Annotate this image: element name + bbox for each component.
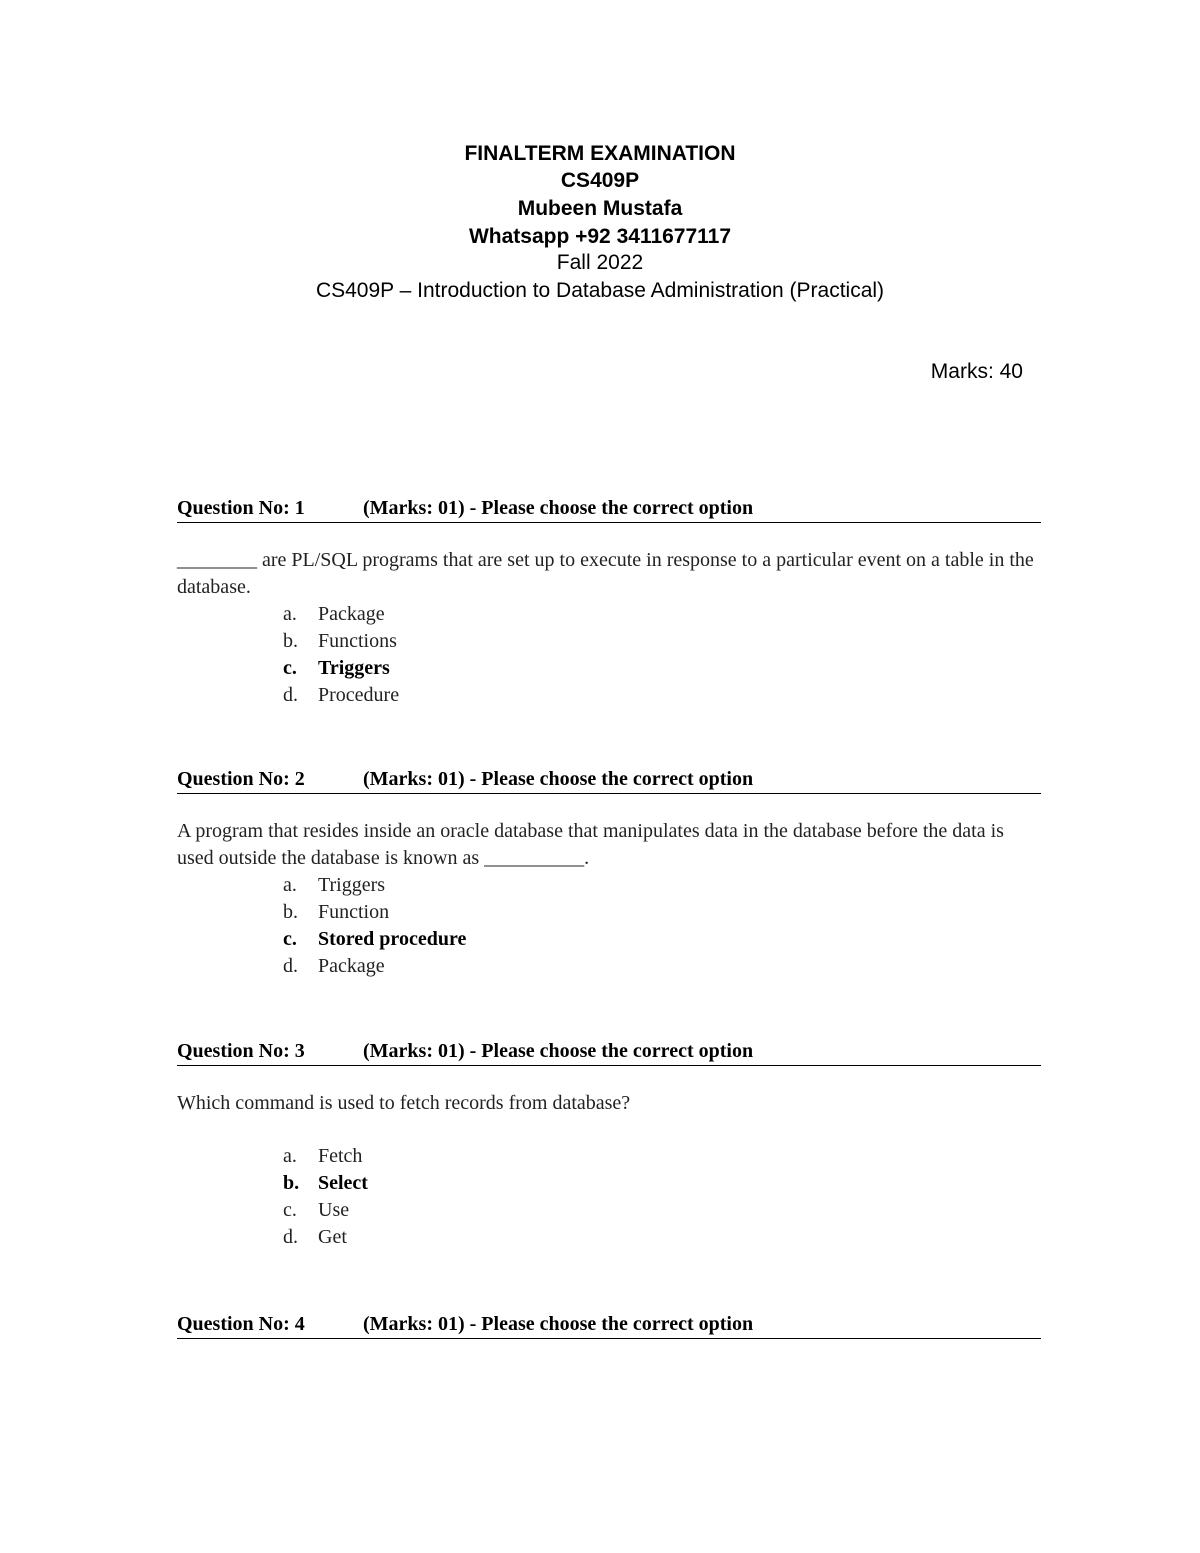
option-text: Triggers (318, 874, 386, 896)
option-text: Function (318, 901, 390, 923)
option-text: Fetch (318, 1145, 363, 1167)
option-letter: c. (283, 928, 297, 950)
term: Fall 2022 (556, 251, 644, 274)
question-number: Question No: 4 (177, 1313, 305, 1335)
question-block (177, 496, 1041, 709)
question-marks: (Marks: 01) - Please choose the correct option (363, 1040, 754, 1062)
option-text: Use (318, 1199, 350, 1221)
option-text: Triggers (318, 657, 390, 679)
question-header (177, 1039, 1041, 1066)
option-letter: c. (283, 657, 297, 679)
question-number: Question No: 1 (177, 497, 305, 519)
question-text: A program that resides inside an oracle database that manipulates data in the database before the data is used outside the database is known as __________. (177, 820, 1004, 869)
option-item (177, 899, 1041, 926)
option-item (177, 1197, 1041, 1224)
option-item (177, 628, 1041, 655)
contact-info: Whatsapp +92 3411677117 (468, 225, 732, 248)
author-name: Mubeen Mustafa (517, 197, 683, 220)
option-letter: b. (283, 1172, 300, 1194)
option-item (177, 1143, 1041, 1170)
option-letter: b. (283, 901, 298, 923)
option-text: Select (318, 1172, 368, 1194)
option-item (177, 601, 1041, 628)
option-letter: a. (283, 874, 297, 896)
option-letter: b. (283, 630, 298, 652)
option-text: Functions (318, 630, 397, 652)
question-block (177, 767, 1041, 980)
option-item (177, 872, 1041, 899)
question-marks: (Marks: 01) - Please choose the correct option (363, 768, 754, 790)
option-item (177, 1224, 1041, 1251)
option-text: Package (318, 603, 385, 625)
question-number: Question No: 3 (177, 1040, 305, 1062)
question-number: Question No: 2 (177, 768, 305, 790)
total-marks: Marks: 40 (930, 360, 1023, 383)
question-block (177, 1312, 1041, 1339)
option-text: Get (318, 1226, 347, 1248)
option-letter: c. (283, 1199, 297, 1221)
options-list (177, 872, 1041, 980)
correct-option (177, 1170, 1041, 1197)
course-code: CS409P (560, 169, 640, 192)
option-letter: d. (283, 1226, 298, 1248)
question-text: Which command is used to fetch records from database? (177, 1092, 631, 1114)
option-item (177, 953, 1041, 980)
option-text: Procedure (318, 684, 400, 706)
option-text: Package (318, 955, 385, 977)
question-marks: (Marks: 01) - Please choose the correct option (363, 497, 754, 519)
question-text: ________ are PL/SQL programs that are set up to execute in response to a particular event on a table in the database. (177, 549, 1034, 598)
option-text: Stored procedure (318, 928, 467, 950)
correct-option (177, 926, 1041, 953)
option-letter: d. (283, 955, 298, 977)
option-letter: a. (283, 1145, 297, 1167)
question-header (177, 496, 1041, 523)
correct-option (177, 655, 1041, 682)
option-item (177, 682, 1041, 709)
question-header (177, 1312, 1041, 1339)
options-list (177, 1143, 1041, 1251)
exam-title: FINALTERM EXAMINATION (464, 142, 736, 165)
question-header (177, 767, 1041, 794)
options-list (177, 601, 1041, 709)
question-marks: (Marks: 01) - Please choose the correct option (363, 1313, 754, 1335)
option-letter: d. (283, 684, 298, 706)
question-block (177, 1039, 1041, 1251)
course-name: CS409P – Introduction to Database Administration (Practical) (315, 279, 885, 302)
option-letter: a. (283, 603, 297, 625)
